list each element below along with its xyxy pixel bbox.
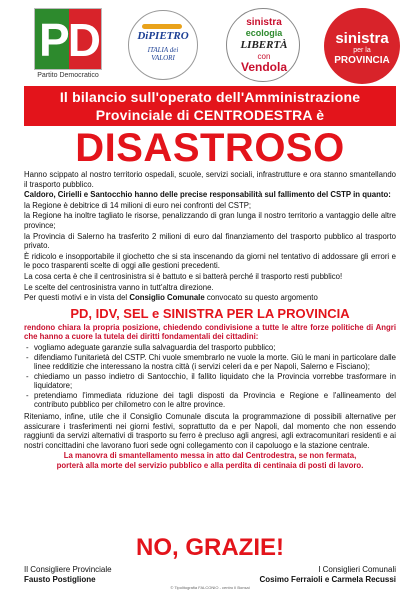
pd-logo-letters: PD [39,14,99,66]
title-banner [24,86,396,126]
sel-logo-line2: ecologia [245,28,283,38]
headline: DISASTROSO [75,126,345,170]
paragraph-position: rendono chiara la propria posizione, chiedendo condivisione a tutte le altre forze politiche di Angri che hanno a cuore la tutela dei diritti fondamentali dei cittadini: [24,322,396,342]
dipietro-logo-swoosh [142,24,182,29]
sel-logo-line5: Vendola [240,60,287,74]
list-item: - pretendiamo l'immediata riduzione dei tagli disposti da Provincia e Regione e l'allineamento del contributo pubblico per chilometro con le altre province. [24,391,396,410]
motives-pre: Per questi motivi e in vista del [24,293,130,303]
sinistra-provincia-logo [322,8,402,88]
parties-heading: PD, IDV, SEL e SINISTRA PER LA PROVINCIA [70,305,350,321]
pd-logo [30,8,106,88]
dipietro-logo-name: DiPIETRO [137,30,189,42]
signature-right [220,565,396,585]
sel-logo-circle [226,8,300,82]
warning-line-1: La manovra di smantellamento messa in atto dal Centrodestra, se non fermata, [63,451,357,461]
banner-line-2: Provinciale di CENTRODESTRA è [95,107,325,123]
paragraph-alternatives: Riteniamo, infine, utile che il Consiglio Comunale discuta la programmazione di possibili alternative per assicurare i trasferimenti nei giorni festivi, soprattutto da e per Napoli, dal momento che non essendo raggiunti da servizi alternativi di trasporto su ferro è precluso agli angresi, agli extracomunitari residenti e ai nostri concittadini che lavorano fuori sede ogni collegamento con il capoluogo e la stazione centrale. [24,412,396,450]
motives-consiglio: Consiglio Comunale [129,293,205,303]
print-credit: © Tipolitografia FALCONIO - centro Il Bonsai [170,585,250,590]
paragraph-regione-debt: la Regione è debitrice di 14 milioni di euro nei confronti del CSTP; [24,200,252,210]
paragraph-choices: Le scelte del centrosinistra vanno in tutt'altra direzione. [24,282,214,292]
paragraph-intro: Hanno scippato al nostro territorio ospedali, scuole, servizi sociali, infrastrutture e ora stanno smantellando il trasporto pubblico. [24,170,396,189]
signature-left-name: Fausto Postiglione [24,575,96,584]
dipietro-logo-sub [128,46,198,62]
signature-right-role: I Consiglieri Comunali [318,565,396,574]
sel-logo-line4: con [257,52,271,61]
pd-logo-emblem [34,8,102,70]
dipietro-logo-circle [128,10,198,80]
sinistra-provincia-logo-line2: per la [353,47,371,54]
party-logos [30,8,400,88]
paragraph-responsibility: Caldoro, Cirielli e Santocchio hanno delle precise responsabilità sul fallimento del CSTP in quanto: [24,190,391,200]
list-item: - difendiamo l'unitarietà del CSTP. Chi vuole smembrarlo ne vuole la morte. Giù le mani in particolare dalle linee redditizie che interessano la nostra città (i servizi celeri da e per Napoli, Salerno e Fisciano); [24,353,396,372]
paragraph-certain: La cosa certa è che il centrosinistra si è battuto e si batterà perché il trasporto resti pubblico! [24,271,343,281]
sel-logo-line3: LIBERTÀ [240,39,288,51]
dipietro-logo-sub-line1: ITALIA dei [147,46,179,54]
paragraph-warning [24,451,396,470]
pd-logo-caption: Partito Democratico [37,72,99,79]
sinistra-provincia-logo-line3: PROVINCIA [334,55,390,66]
paragraph-motives [24,293,396,303]
motives-post: convocato su questo argomento [204,293,318,303]
signature-right-name: Cosimo Ferraioli e Carmela Recussi [259,575,396,584]
paragraph-regione-cuts: la Regione ha inoltre tagliato le risorse, penalizzando di gran lunga il nostro territorio a vantaggio delle altre province; [24,211,396,230]
signature-left [24,565,194,585]
sinistra-provincia-logo-line1: sinistra [335,30,389,47]
signature-left-role: Il Consigliere Provinciale [24,565,112,574]
sel-logo-line1: sinistra [246,17,282,28]
banner-line-1: Il bilancio sull'operato dell'Amministrazione [59,89,361,105]
warning-line-2: porterà alla morte del servizio pubblico e alla perdita di centinaia di posti di lavoro. [56,461,364,471]
paragraph-provincia-transfer: la Provincia di Salerno ha trasferito 2 milioni di euro dal finanziamento del trasporto pubblico al trasporto privato. [24,231,396,251]
dipietro-logo [126,8,198,86]
sel-logo [226,8,300,86]
list-item: - vogliamo adeguate garanzie sulla salvaguardia del trasporto pubblico; [24,343,396,353]
body-text [24,170,396,472]
list-item: - chiediamo un passo indietro di Santocchio, il fallito liquidato che la Provincia vorrebbe trasformare in liquidatore; [24,372,396,391]
dipietro-logo-sub-line2: VALORI [151,54,175,62]
paragraph-ridicolo: È ridicolo e insopportabile il giochetto che si sta inscenando da giorni nel tentativo di addossare gli errori e le poco trasparenti scelte di oggi alle gestioni precedenti. [24,251,396,271]
demands-list [24,343,396,410]
closing-slogan: NO, GRAZIE! [136,534,284,561]
